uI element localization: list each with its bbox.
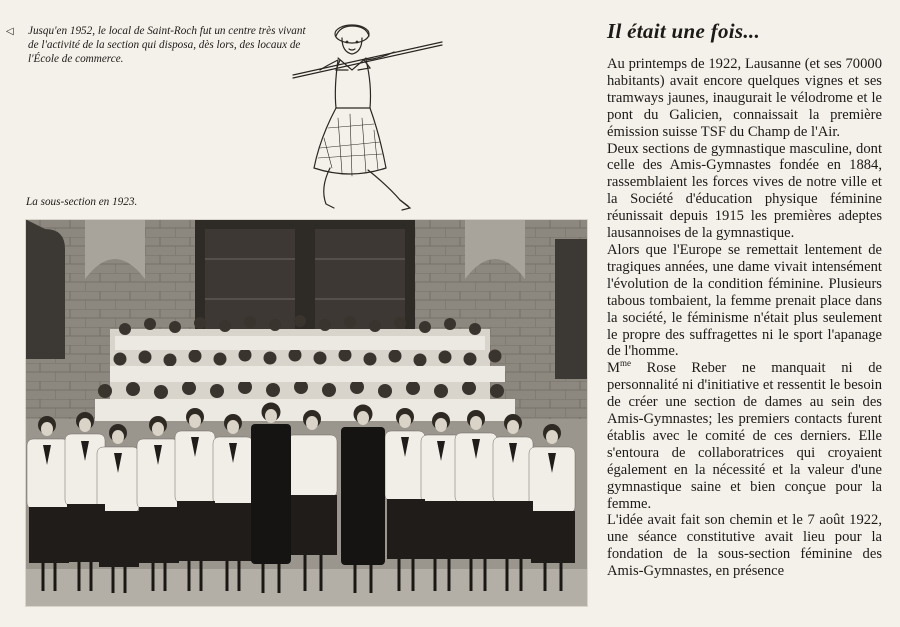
article-paragraph: Au printemps de 1922, Lausanne (et ses 70000 habitants) avait encore quelques vignes et ses tramways jaunes, inaugurait le vélodrome et le pont du Galicien, connaissait la première émission suisse TSF du Champ de l'Air. (607, 56, 882, 140)
mme-prefix: M (607, 360, 620, 377)
mme-superscript: me (619, 358, 631, 369)
article-paragraph: Deux sections de gymnastique masculine, dont celle des Amis-Gymnastes fondée en 1884, rassemblaient les forces vives de notre ville et la Société d'éducation physique féminine réunissait depuis 1915 les premières adeptes lausannoises de la gymnastique. (607, 140, 882, 242)
gymnast-sketch (290, 18, 450, 218)
article-paragraph-mme (607, 360, 882, 512)
article-heading: Il était une fois... (607, 19, 761, 43)
left-triangle-icon: ◁ (6, 26, 14, 37)
photo-caption: La sous-section en 1923. (26, 196, 138, 208)
top-caption-text: Jusqu'en 1952, le local de Saint-Roch fut un centre très vivant de l'activité de la section qui disposa, dès lors, des locaux de l'École de commerce. (28, 25, 306, 65)
article-body (607, 56, 882, 580)
mme-text: Rose Reber ne manquait ni de personnalité ni d'initiative et ressentit le besoin de créer une section de dames au sein des Amis-Gymnastes; les premiers contacts furent établis avec le comité de ces derniers. Elle s'entoura de collaboratrices qui croyaient également en la nécessité et la valeur d'une gymnastique saine et bien conçue pour la femme. (607, 360, 882, 512)
article-paragraph: L'idée avait fait son chemin et le 7 août 1922, une séance constitutive avait lieu pour la fondation de la sous-section féminine des Amis-Gymnastes, en présence (607, 512, 882, 580)
gymnast-sketch-drawing (290, 18, 450, 218)
article-column (607, 18, 882, 580)
group-photo-image (25, 219, 588, 607)
article-paragraph: Alors que l'Europe se remettait lentement de tragiques années, une dame vivait intensément l'évolution de la condition féminine. Plusieurs tabous tombaient, la femme prenait place dans la société, le féminisme n'était plus seulement le propre des suffragettes ni le sport l'apanage de l'homme. (607, 241, 882, 360)
top-caption (6, 24, 306, 66)
group-photo (25, 219, 588, 607)
